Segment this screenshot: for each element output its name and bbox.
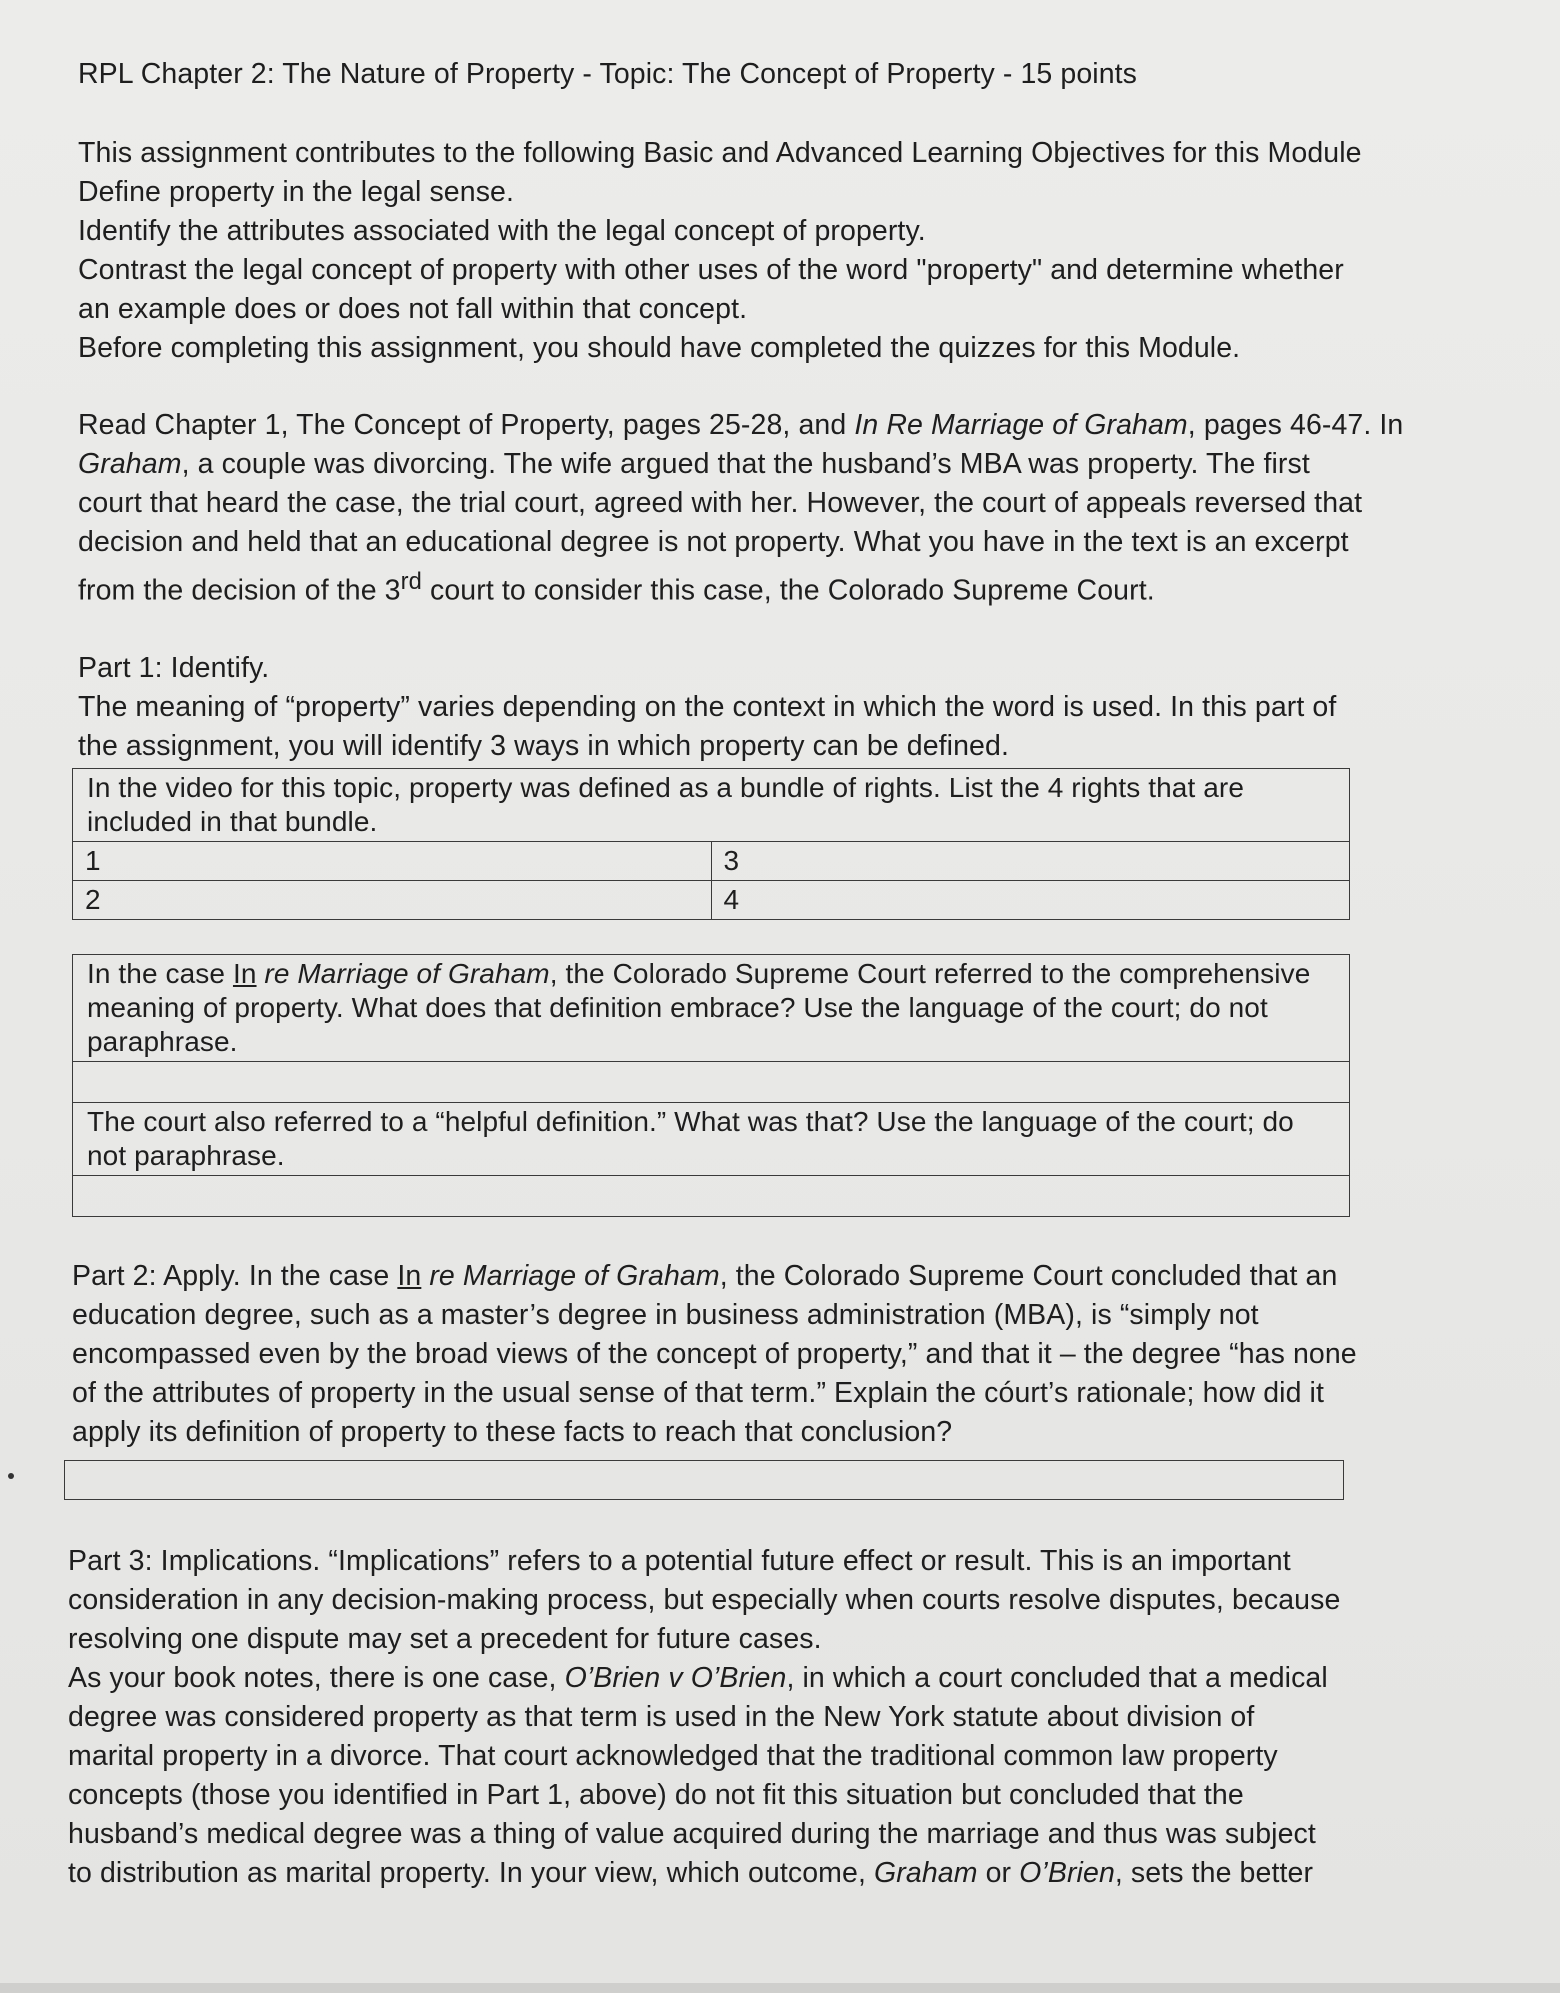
reading-text: , pages 46-47. In bbox=[1187, 409, 1404, 441]
reading-line: court that heard the case, the trial court, agreed with her. However, the court of appeals reversed that bbox=[78, 487, 1363, 519]
part-1-heading: Part 1: Identify. bbox=[78, 651, 270, 684]
case-name: re Marriage of Graham bbox=[421, 1259, 720, 1292]
reading-text: , a couple was divorcing. The wife argued that the husband’s MBA was property. The first bbox=[181, 448, 1310, 480]
reading-line: decision and held that an educational degree is not property. What you have in the text is an excerpt bbox=[78, 526, 1349, 558]
part-2-line bbox=[72, 1257, 1500, 1296]
case-prefix: In bbox=[232, 957, 257, 989]
learning-objectives bbox=[78, 134, 1500, 368]
part-1-intro: The meaning of “property” varies depending on the context in which the word is used. In this part of bbox=[78, 690, 1337, 723]
case-name: re Marriage of Graham bbox=[256, 957, 550, 989]
case-name: O’Brien v O’Brien bbox=[564, 1661, 787, 1694]
definitions-table bbox=[72, 954, 1350, 1217]
objectives-intro: This assignment contributes to the following Basic and Advanced Learning Objectives for this Module bbox=[78, 137, 1362, 169]
reading-line bbox=[78, 406, 1500, 445]
reading-text: from the decision of the 3 bbox=[78, 574, 401, 607]
question-text: , the Colorado Supreme Court referred to the comprehensive meaning of property. What does that definition embrace? Use the language of the court; do not paraphrase. bbox=[87, 957, 1311, 1057]
reading-text: court to consider this case, the Colorado Supreme Court. bbox=[421, 574, 1155, 607]
part-3-text: As your book notes, there is one case, bbox=[68, 1661, 565, 1694]
bundle-of-rights-table bbox=[72, 768, 1350, 920]
case-name: Graham bbox=[874, 1856, 978, 1889]
objective-define: Define property in the legal sense. bbox=[78, 176, 515, 208]
right-cell-2[interactable]: 2 bbox=[73, 880, 712, 919]
reading-text: Read Chapter 1, The Concept of Property, pages 25-28, and bbox=[78, 409, 855, 441]
case-name: Graham bbox=[78, 448, 182, 480]
reading-instructions bbox=[78, 406, 1500, 611]
right-cell-4[interactable]: 4 bbox=[711, 880, 1350, 919]
comprehensive-meaning-question bbox=[73, 954, 1350, 1061]
helpful-definition-question: The court also referred to a “helpful definition.” What was that? Use the language of the court; do not paraphrase. bbox=[73, 1102, 1350, 1175]
comprehensive-meaning-answer[interactable] bbox=[73, 1061, 1350, 1102]
case-name: O’Brien bbox=[1019, 1856, 1115, 1889]
question-text: In the case bbox=[87, 957, 233, 989]
part-1 bbox=[78, 649, 1500, 1217]
right-cell-3[interactable]: 3 bbox=[711, 841, 1350, 880]
reading-line bbox=[78, 445, 1500, 484]
part-3-text: to distribution as marital property. In your view, which outcome, bbox=[68, 1856, 875, 1889]
part-2-text: Part 2: Apply. In the case bbox=[72, 1259, 398, 1292]
margin-dot bbox=[8, 1473, 14, 1479]
part-1-intro: the assignment, you will identify 3 ways in which property can be defined. bbox=[78, 729, 1009, 762]
part-3-text: , sets the better bbox=[1114, 1856, 1314, 1889]
case-prefix: In bbox=[397, 1259, 422, 1292]
objective-identify: Identify the attributes associated with the legal concept of property. bbox=[78, 215, 926, 247]
part-2-line: encompassed even by the broad views of the concept of property,” and that it – the degree “has none bbox=[72, 1337, 1357, 1370]
part-3-line: degree was considered property as that term is used in the New York statute about division of bbox=[68, 1700, 1255, 1733]
ordinal-suffix: rd bbox=[400, 568, 422, 595]
part-3-line: concepts (those you identified in Part 1, above) do not fit this situation but concluded that the bbox=[68, 1778, 1244, 1811]
objective-contrast: Contrast the legal concept of property with other uses of the word "property" and determine whether bbox=[78, 254, 1344, 286]
objective-contrast-cont: an example does or does not fall within that concept. bbox=[78, 293, 748, 325]
case-name: In Re Marriage of Graham bbox=[854, 409, 1188, 441]
assignment-title: RPL Chapter 2: The Nature of Property - Topic: The Concept of Property - 15 points bbox=[78, 58, 1138, 90]
part-3-line: marital property in a divorce. That court acknowledged that the traditional common law property bbox=[68, 1739, 1278, 1772]
part-3-line bbox=[68, 1854, 1500, 1893]
page-bottom-edge bbox=[0, 1983, 1560, 1993]
part-3-line: resolving one dispute may set a precedent for future cases. bbox=[68, 1622, 822, 1655]
part-2-line: apply its definition of property to these facts to reach that conclusion? bbox=[72, 1415, 953, 1448]
objective-prereq: Before completing this assignment, you should have completed the quizzes for this Module. bbox=[78, 332, 1241, 364]
part-2 bbox=[72, 1257, 1500, 1500]
part-2-line: of the attributes of property in the usual sense of that term.” Explain the cóurt’s rationale; how did it bbox=[72, 1376, 1324, 1409]
part-3-text: , in which a court concluded that a medical bbox=[786, 1661, 1328, 1694]
part-3-line bbox=[68, 1659, 1500, 1698]
part-2-answer-box[interactable] bbox=[64, 1460, 1344, 1500]
reading-line bbox=[78, 562, 1500, 611]
part-3-line: consideration in any decision-making process, but especially when courts resolve disputes, because bbox=[68, 1583, 1341, 1616]
part-3-text: or bbox=[977, 1856, 1020, 1889]
helpful-definition-answer[interactable] bbox=[73, 1175, 1350, 1216]
part-2-line: education degree, such as a master’s degree in business administration (MBA), is “simply not bbox=[72, 1298, 1259, 1331]
bundle-question: In the video for this topic, property was defined as a bundle of rights. List the 4 rights that are included in that bundle. bbox=[73, 768, 1350, 841]
part-2-text: , the Colorado Supreme Court concluded that an bbox=[719, 1259, 1338, 1292]
part-3-line: Part 3: Implications. “Implications” refers to a potential future effect or result. This is an important bbox=[68, 1544, 1291, 1577]
part-3 bbox=[68, 1542, 1500, 1893]
part-3-line: husband’s medical degree was a thing of value acquired during the marriage and thus was subject bbox=[68, 1817, 1316, 1850]
right-cell-1[interactable]: 1 bbox=[73, 841, 712, 880]
